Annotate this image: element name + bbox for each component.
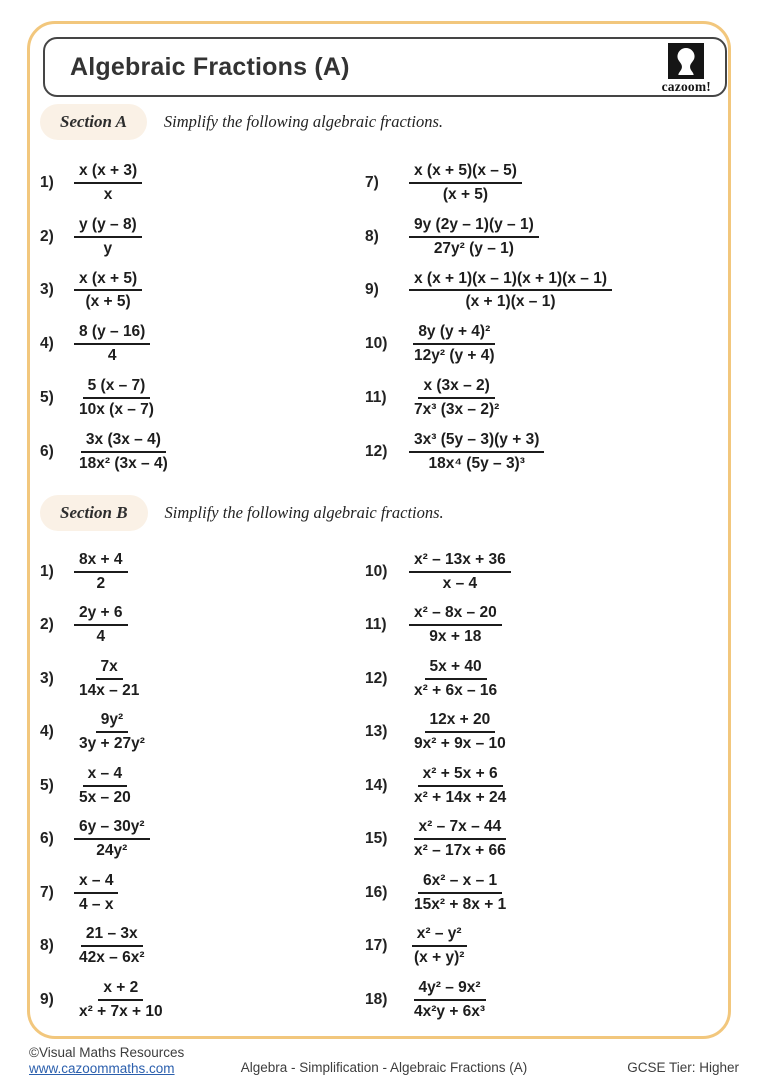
problem-number: 12) <box>365 442 388 460</box>
fraction-denominator: 3y + 27y² <box>79 735 145 753</box>
page-title: Algebraic Fractions (A) <box>70 52 350 81</box>
fraction-numerator: x (3x – 2) <box>418 377 494 399</box>
problem-number: 10) <box>365 562 388 580</box>
problem-number: 15) <box>365 830 388 848</box>
problem-row <box>365 425 732 479</box>
problem-number: 8) <box>365 227 379 245</box>
problem-number: 5) <box>40 776 54 794</box>
fraction-numerator: 3x (3x – 4) <box>81 431 166 453</box>
fraction <box>74 979 168 1021</box>
fraction-denominator: 4 – x <box>79 895 114 913</box>
cazoom-logo <box>662 43 711 95</box>
problem-row <box>40 652 365 706</box>
fraction <box>409 604 502 646</box>
fraction <box>74 818 150 860</box>
problem-row <box>40 156 365 210</box>
problem-number: 11) <box>365 389 387 407</box>
problem-number: 7) <box>365 173 379 191</box>
problem-row <box>40 317 365 371</box>
fraction <box>409 765 511 807</box>
section-b-left-column <box>40 545 365 1027</box>
fraction <box>74 658 144 700</box>
fraction-numerator: x² – 7x – 44 <box>414 818 507 840</box>
fraction-denominator: x² + 14x + 24 <box>414 788 507 806</box>
section-b-header <box>40 495 444 531</box>
drum-icon <box>668 43 704 79</box>
fraction <box>409 216 539 258</box>
fraction <box>409 162 522 204</box>
fraction <box>74 604 128 646</box>
fraction <box>409 323 500 365</box>
fraction-denominator: (x + 5) <box>85 293 131 311</box>
problem-row <box>40 759 365 813</box>
problem-number: 3) <box>40 669 54 687</box>
fraction-numerator: x (x + 3) <box>74 162 142 184</box>
section-b-right-column <box>365 545 732 1027</box>
problem-row <box>365 545 732 599</box>
fraction-numerator: x – 4 <box>74 872 118 894</box>
fraction-denominator: 2 <box>96 574 106 592</box>
fraction <box>74 431 173 473</box>
problem-number: 12) <box>365 669 388 687</box>
fraction-numerator: x² + 5x + 6 <box>418 765 503 787</box>
problem-row <box>365 210 732 264</box>
problem-row <box>40 599 365 653</box>
section-a-problems <box>40 156 732 479</box>
fraction-numerator: 4y² – 9x² <box>414 979 486 1001</box>
fraction <box>74 765 136 807</box>
problem-row <box>40 866 365 920</box>
problem-row <box>365 599 732 653</box>
fraction-denominator: 10x (x – 7) <box>79 401 154 419</box>
problem-number: 9) <box>365 281 379 299</box>
fraction <box>409 270 612 312</box>
fraction-denominator: 9x² + 9x – 10 <box>414 735 506 753</box>
fraction-denominator: 9x + 18 <box>429 628 482 646</box>
fraction-numerator: 5x + 40 <box>425 658 487 680</box>
fraction-numerator: x² – 13x + 36 <box>409 551 511 573</box>
problem-row <box>365 371 732 425</box>
fraction-numerator: 6x² – x – 1 <box>418 872 502 894</box>
fraction-numerator: x² – 8x – 20 <box>409 604 502 626</box>
fraction-numerator: 21 – 3x <box>81 925 143 947</box>
fraction <box>409 711 511 753</box>
problem-number: 6) <box>40 442 54 460</box>
fraction-denominator: x² – 17x + 66 <box>414 842 506 860</box>
problem-row <box>365 264 732 318</box>
problem-number: 9) <box>40 990 54 1008</box>
fraction-numerator: 7x <box>96 658 123 680</box>
fraction-denominator: x – 4 <box>442 574 478 592</box>
footer-tier-label: GCSE Tier: Higher <box>627 1060 739 1075</box>
problem-row <box>40 210 365 264</box>
problem-row <box>365 813 732 867</box>
fraction <box>409 925 469 967</box>
fraction-numerator: 9y² <box>96 711 128 733</box>
section-a-instruction: Simplify the following algebraic fractions. <box>163 112 444 131</box>
fraction <box>409 431 544 473</box>
problem-row <box>365 973 732 1027</box>
fraction-numerator: 8 (y – 16) <box>74 323 150 345</box>
fraction-denominator: (x + y)² <box>414 949 465 967</box>
problem-number: 13) <box>365 723 388 741</box>
fraction-numerator: x – 4 <box>83 765 127 787</box>
fraction-denominator: 27y² (y – 1) <box>433 239 514 257</box>
section-a-right-column <box>365 156 732 479</box>
problem-number: 4) <box>40 335 54 353</box>
fraction <box>409 818 511 860</box>
problem-row <box>365 317 732 371</box>
fraction-denominator: 15x² + 8x + 1 <box>414 895 507 913</box>
problem-number: 2) <box>40 227 54 245</box>
problem-number: 6) <box>40 830 54 848</box>
problem-number: 4) <box>40 723 54 741</box>
fraction-denominator: 24y² <box>96 842 128 860</box>
fraction <box>74 925 150 967</box>
fraction <box>74 872 118 914</box>
problem-row <box>40 425 365 479</box>
problem-row <box>40 920 365 974</box>
problem-row <box>365 706 732 760</box>
problem-number: 10) <box>365 335 388 353</box>
problem-row <box>365 156 732 210</box>
fraction-denominator: x² + 7x + 10 <box>79 1002 163 1020</box>
problem-row <box>40 371 365 425</box>
problem-number: 1) <box>40 173 54 191</box>
brand-wordmark: cazoom! <box>661 79 711 94</box>
fraction-denominator: 42x – 6x² <box>79 949 145 967</box>
section-b-instruction: Simplify the following algebraic fractions. <box>164 503 444 522</box>
problem-row <box>40 813 365 867</box>
fraction-denominator: 4 <box>107 347 117 365</box>
section-b-label: Section B <box>40 495 148 531</box>
section-a-left-column <box>40 156 365 479</box>
footer-breadcrumb: Algebra - Simplification - Algebraic Fractions (A) <box>240 1060 528 1075</box>
fraction <box>74 270 142 312</box>
fraction-numerator: 8x + 4 <box>74 551 128 573</box>
fraction-denominator: 4 <box>96 628 106 646</box>
fraction-numerator: 3x³ (5y – 3)(y + 3) <box>409 431 544 453</box>
section-b-problems <box>40 545 732 1027</box>
fraction <box>409 872 511 914</box>
fraction <box>409 658 502 700</box>
problem-number: 18) <box>365 990 388 1008</box>
problem-row <box>40 973 365 1027</box>
problem-number: 16) <box>365 883 388 901</box>
fraction-denominator: y <box>103 239 113 257</box>
fraction-numerator: 12x + 20 <box>425 711 496 733</box>
problem-row <box>365 920 732 974</box>
section-a-header <box>40 104 443 140</box>
fraction-denominator: 18x⁴ (5y – 3)³ <box>428 454 525 472</box>
fraction-denominator: (x + 1)(x – 1) <box>465 293 556 311</box>
fraction <box>409 551 511 593</box>
fraction <box>409 377 504 419</box>
fraction <box>74 711 150 753</box>
fraction-numerator: x (x + 5)(x – 5) <box>409 162 522 184</box>
fraction-numerator: x (x + 5) <box>74 270 142 292</box>
fraction-numerator: x + 2 <box>98 979 143 1001</box>
website-link[interactable]: www.cazoommaths.com <box>29 1061 175 1077</box>
problem-number: 5) <box>40 389 54 407</box>
fraction <box>74 216 142 258</box>
fraction-numerator: 8y (y + 4)² <box>413 323 495 345</box>
fraction <box>74 162 142 204</box>
problem-row <box>40 706 365 760</box>
copyright-text: ©Visual Maths Resources <box>29 1045 185 1060</box>
section-a-label: Section A <box>40 104 147 140</box>
fraction-denominator: 5x – 20 <box>79 788 131 806</box>
fraction-numerator: 6y – 30y² <box>74 818 150 840</box>
problem-number: 17) <box>365 937 388 955</box>
problem-number: 7) <box>40 883 54 901</box>
fraction-numerator: 5 (x – 7) <box>83 377 151 399</box>
title-box <box>43 37 727 97</box>
fraction <box>74 551 128 593</box>
problem-row <box>365 759 732 813</box>
problem-number: 14) <box>365 776 388 794</box>
problem-row <box>40 545 365 599</box>
fraction-denominator: x <box>103 185 113 203</box>
problem-row <box>365 866 732 920</box>
fraction-denominator: (x + 5) <box>442 185 489 203</box>
problem-number: 8) <box>40 937 54 955</box>
problem-number: 11) <box>365 616 387 634</box>
fraction-denominator: x² + 6x – 16 <box>414 681 498 699</box>
fraction-numerator: x² – y² <box>412 925 467 947</box>
problem-row <box>40 264 365 318</box>
fraction <box>74 323 150 365</box>
fraction-denominator: 18x² (3x – 4) <box>79 454 168 472</box>
fraction-denominator: 12y² (y + 4) <box>414 347 495 365</box>
fraction-denominator: 7x³ (3x – 2)² <box>414 401 500 419</box>
fraction-denominator: 14x – 21 <box>79 681 140 699</box>
fraction <box>409 979 490 1021</box>
problem-number: 1) <box>40 562 54 580</box>
fraction-numerator: y (y – 8) <box>74 216 142 238</box>
fraction-denominator: 4x²y + 6x³ <box>414 1002 486 1020</box>
problem-number: 2) <box>40 616 54 634</box>
fraction-numerator: 2y + 6 <box>74 604 128 626</box>
problem-number: 3) <box>40 281 54 299</box>
fraction-numerator: 9y (2y – 1)(y – 1) <box>409 216 539 238</box>
fraction-numerator: x (x + 1)(x – 1)(x + 1)(x – 1) <box>409 270 612 292</box>
problem-row <box>365 652 732 706</box>
fraction <box>74 377 159 419</box>
